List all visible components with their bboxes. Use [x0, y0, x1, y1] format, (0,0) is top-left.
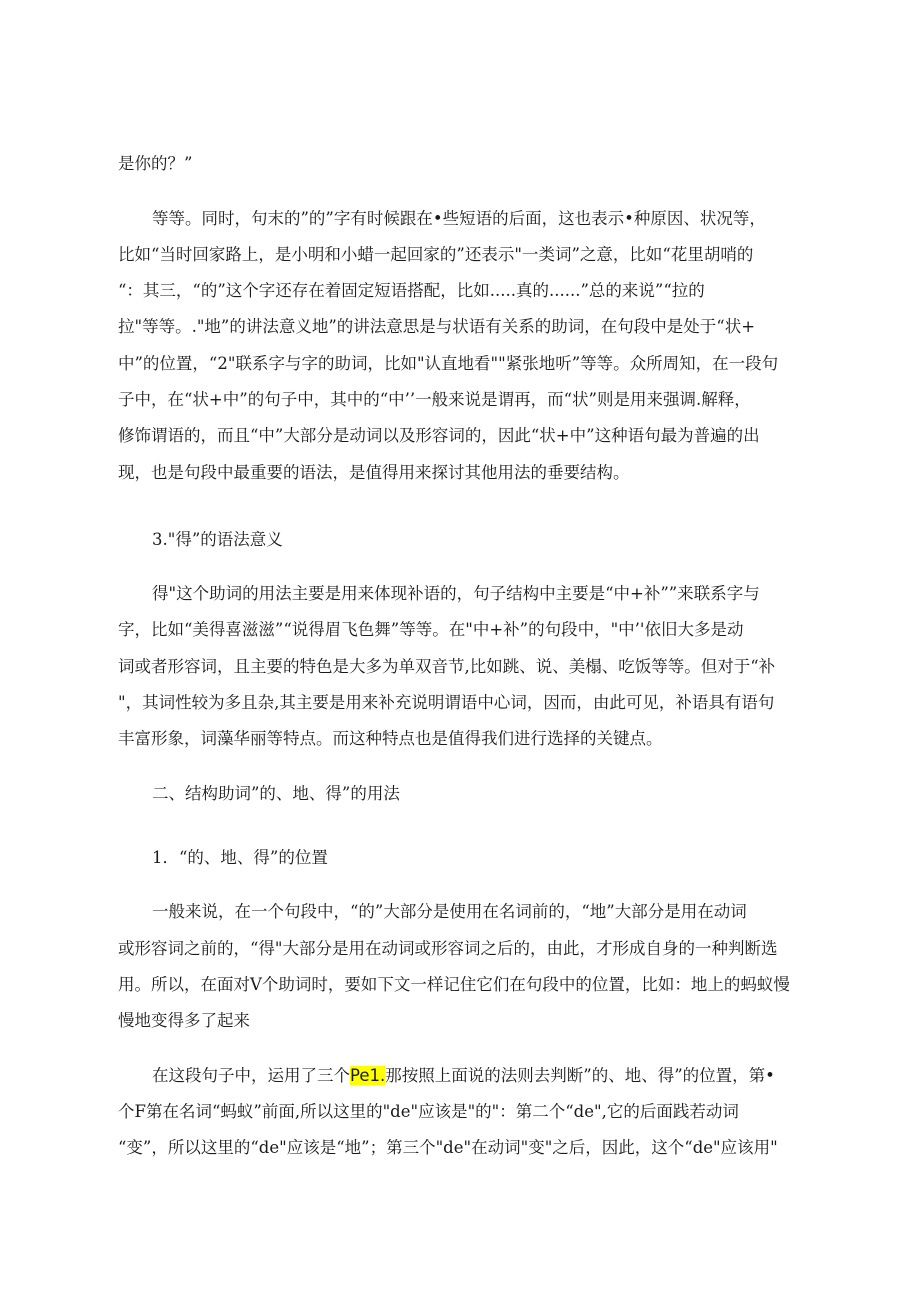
text-line: 一般来说，在一个句段中，“的”大部分是使用在名词前的，“地”大部分是用在动词 — [152, 902, 747, 921]
text-line: 或形容词之前的，“得"大部分是用在动词或形容词之后的，由此，才形成自身的一种判断选 — [118, 939, 778, 958]
section-heading: 二、结构助词”的、地、得”的用法 — [152, 784, 400, 803]
text-line: 个F第在名词“蚂蚁”前面,所以这里的"de"应该是"的"：第二个“de",它的后面践若动词 — [118, 1102, 739, 1121]
text-line: 是你的？” — [118, 154, 193, 173]
text-line: 字，比如“美得喜滋滋”“说得眉飞色舞”等等。在"中+补”的句段中，"中’'依旧大多是动 — [118, 620, 744, 639]
text-line: 慢地变得多了起来 — [118, 1011, 250, 1030]
text-line: 子中，在“状+中”的句子中，其中的“中’’一般来说是谓再，而“状”则是用来强调.解释， — [118, 390, 751, 409]
text-line: 比如“当时回家路上，是小明和小蜡一起回家的”还表示"一类词”之意，比如“花里胡哨的 — [118, 245, 754, 264]
text-line: 词或者形容词，且主要的特色是大多为单双音节,比如跳、说、美榻、吃饭等等。但对于“补 — [118, 657, 776, 676]
text-line: 等等。同时，句末的”的”字有时候跟在•些短语的后面，这也表示•种原因、状况等， — [152, 209, 766, 228]
text-line: 现，也是句段中最重要的语法，是值得用来探讨其他用法的垂要结构。 — [118, 463, 630, 482]
text-line: 修饰谓语的，而且“中”大部分是动词以及形容词的，因此“状+中”这种语句最为普遍的出 — [118, 426, 760, 445]
text-line: “：其三，“的”这个字还存在着固定短语搭配，比如.....真的......”总的来说”“拉的 — [118, 281, 705, 300]
section-heading: 3."得”的语法意义 — [152, 530, 283, 549]
text-line: 中”的位置，“2"联系字与字的助词，比如"认直地看""紧张地听”等等。众所周知，在一段句 — [118, 354, 779, 373]
section-heading: 1．“的、地、得”的位置 — [152, 848, 328, 867]
text-segment: 那按照上面说的法则去判断”的、地、得”的位置，第• — [385, 1066, 775, 1085]
text-line: 丰富形象，词藻华丽等特点。而这种特点也是值得我们进行选择的关键点。 — [118, 729, 663, 748]
text-line: "，其词性较为多且杂,其主要是用来补充说明谓语中心词，因而，由此可见，补语具有语句 — [118, 693, 775, 712]
text-segment: 在这段句子中，运用了三个 — [152, 1066, 350, 1085]
text-line: 拉"等等。."地”的讲法意义地”的讲法意思是与状语有关系的助词，在句段中是处于“状+ — [118, 317, 756, 336]
text-line: 得"这个助词的用法主要是用来体现补语的，句子结构中主要是“中+补””来联系字与 — [152, 584, 760, 603]
text-line: 用。所以，在面对V个助词时，要如下文一样记住它们在句段中的位置，比如：地上的蚂蚁慢 — [118, 975, 790, 994]
highlighted-text: Pe1. — [350, 1066, 386, 1085]
text-line — [152, 1064, 775, 1088]
text-line: “变”，所以这里的“de"应该是“地”；第三个"de"在动词"变"之后，因此，这个“de"应该用" — [118, 1138, 778, 1157]
